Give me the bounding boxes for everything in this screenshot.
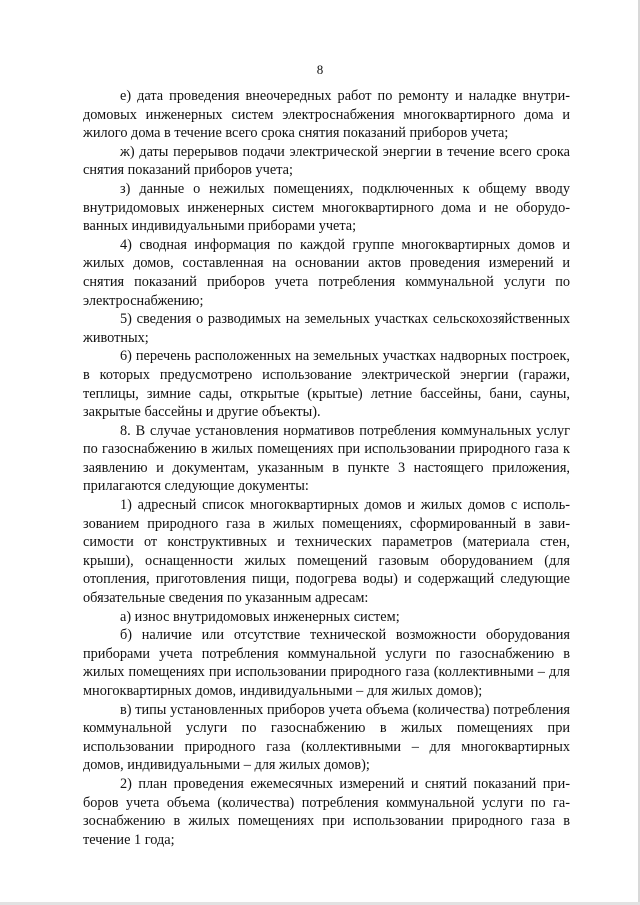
paragraph-e-repair-dates: е) дата проведения внеочередных работ по ремонту и наладке внутридомовых инженерных систем электроснабжения многоквартирного дома и жилого дома в течение всего срока снятия показаний приборов учета;	[83, 88, 570, 142]
paragraph-2-measurement-plan: 2) план проведения ежемесячных измерений и снятий показаний приборов учета объема (количества) потребления коммунальной услуги по газоснабжению в жилых помещениях при использовании природного газа в течение 1 года;	[83, 775, 570, 848]
paragraph-v-meter-types: в) типы установленных приборов учета объема (количества) потребления коммунальной услуги по газоснабжению в жилых помещениях при использовании природного газа (коллективными – для многоквартирных домов, индивидуальными – для жилых домов);	[83, 701, 570, 774]
paragraph-5-livestock: 5) сведения о разводимых на земельных участках сельскохозяйственных животных;	[83, 311, 570, 346]
paragraph-4-summary-information: 4) сводная информация по каждой группе многоквартирных домов и жилых домов, составленная на основании актов проведения измерений и снятия показаний приборов учета потребления коммунальной услуги по электроснабжению;	[83, 236, 570, 309]
paragraph-zh-power-interruptions: ж) даты перерывов подачи электрической энергии в течение всего срока снятия показаний приборов учета;	[83, 143, 570, 179]
paragraph-b-metering-possibility: б) наличие или отсутствие технической возможности оборудования приборами учета потребления коммунальной услуги по газоснабжению в жилых помещениях при использовании природного газа (коллективными – для многоквартирных домов, индивидуальными – для жилых домов);	[83, 627, 570, 699]
paragraph-z-non-residential-premises: з) данные о нежилых помещениях, подключенных к общему вводу внутридомовых инженерных систем многоквартирного дома и не оборудованных индивидуальными приборами учета;	[83, 180, 570, 235]
paragraph-6-outbuildings: 6) перечень расположенных на земельных участках надворных построек, в которых предусмотрено использование электрической энергии (гаражи, теплицы, зимние сады, открытые (крытые) летние бассейны, бани, сауны, закрытые бассейны и другие объекты).	[83, 348, 570, 421]
paragraph-8-gas-supply: 8. В случае установления нормативов потребления коммунальных услуг по газоснабжению в жилых помещениях при использовании природного газа к заявлению и документам, указанным в пункте 3 настоящего приложения, прилагаются следующие документы:	[83, 422, 570, 495]
paragraph-a-wear: а) износ внутридомовых инженерных систем;	[120, 608, 400, 625]
document-body	[83, 87, 570, 849]
paragraph-1-address-list: 1) адресный список многоквартирных домов и жилых домов с использованием природного газа в жилых помещениях, сформированный в зависимости от конструктивных и технических параметров (материала стен, крыши), оснащенности жилых помещений газовым оборудованием (для отопления, приготовления пищи, подогрева воды) и содержащий следующие обязательные сведения по указанным адресам:	[83, 497, 570, 607]
page-number: 8	[316, 62, 324, 77]
